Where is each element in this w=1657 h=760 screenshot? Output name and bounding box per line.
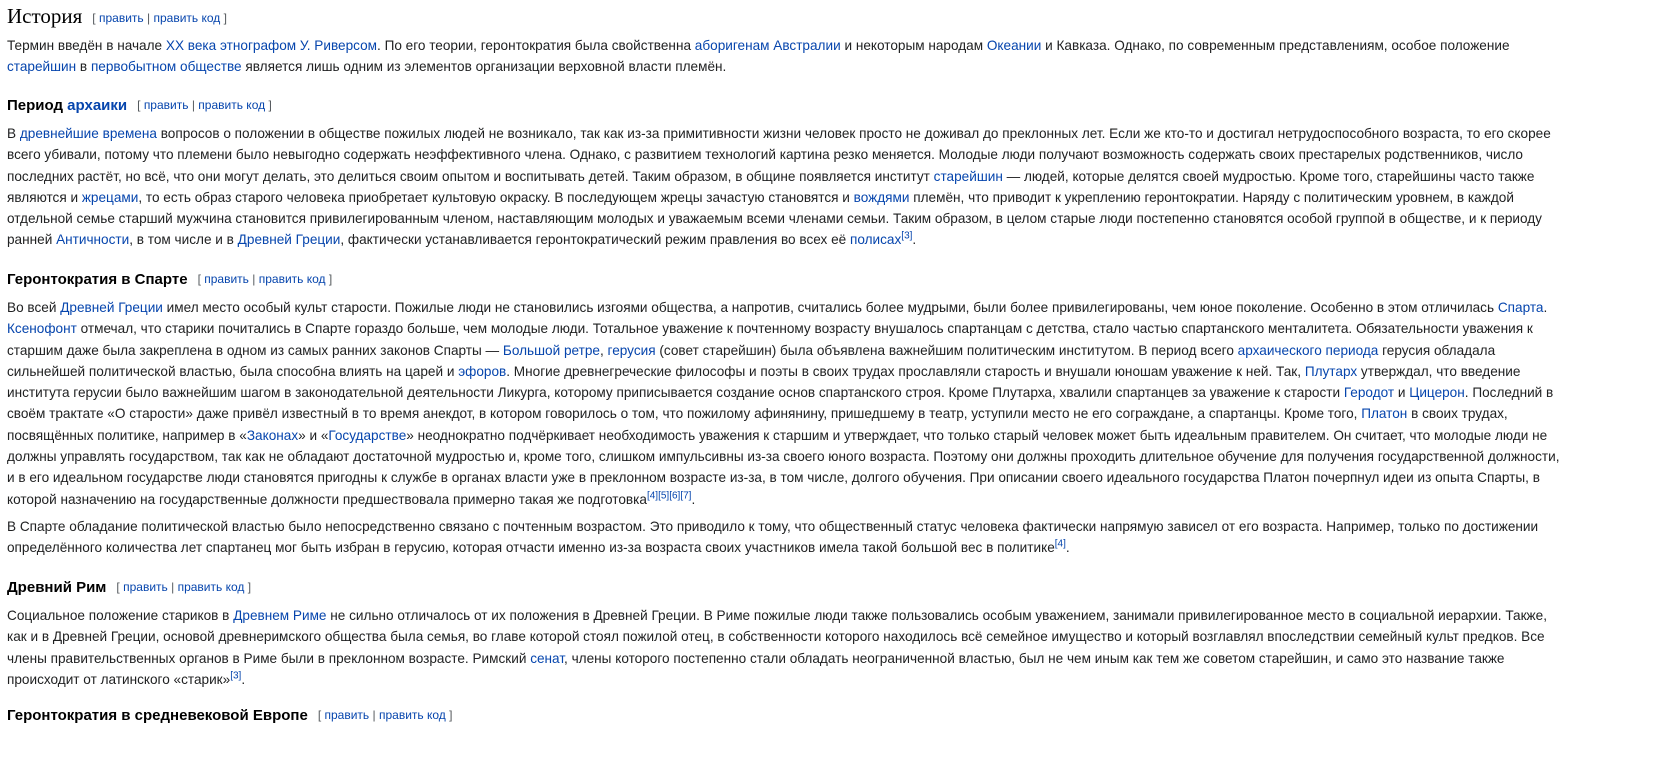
link-cicero[interactable]: Цицерон (1409, 385, 1465, 401)
link-great-rhetra[interactable]: Большой ретре (502, 342, 600, 358)
edit-code-link[interactable]: править код (153, 11, 221, 25)
link-republic[interactable]: Государстве (328, 427, 407, 443)
heading-text: Геронтократия в Спарте (7, 271, 188, 288)
reference-link[interactable]: [6] (669, 490, 681, 502)
reference-mark (901, 231, 912, 242)
edit-code-link[interactable]: править код (258, 272, 326, 286)
link-plutarch[interactable]: Плутарх (1304, 363, 1358, 379)
link-oceania[interactable]: Океании (986, 38, 1042, 53)
link-archaic-period[interactable]: архаического периода (1237, 342, 1379, 358)
edit-section-links: [ править | править код ] (197, 272, 333, 286)
link-antiquity[interactable]: Античности (56, 232, 130, 248)
link-gerousia[interactable]: герусия (607, 342, 656, 358)
link-ethnographer[interactable]: этнографом (220, 38, 297, 53)
reference-link[interactable]: [3] (230, 670, 242, 682)
edit-link[interactable]: править (204, 272, 249, 286)
heading-text: Геронтократия в средневековой Европе (7, 707, 308, 724)
paragraph-archaic: В древнейшие времена вопросов о положении в обществе пожилых людей не возникало, так как из-за примитивности жизни человек просто не доживал до преклонных лет. Если же кто-то и достигал нетрудоспособного возраста, то его скорее всего убивали, потому что племени было невыгодно содержать неэффективного члена. Однако, с развитием технологий картина резко меняется. Молодые люди получают возможность содержать своих престарелых родственников, число последних растёт, но всё, что они могут делать, это делиться своим опытом и воспитывать детей. Таким образом, в общине появляется институт старейшин — людей, которые делятся своей мудростью. Кроме того, старейшины часто также являются и жрецами, то есть образ старого человека приобретает культовую окраску. В последующем жрецы зачастую становятся и вождями племён, что приводит к укреплению геронтократии. Наряду с политическим уровнем, в каждой отдельной семье старший мужчина становится привилегированным членом, наставляющим молодых и уважаемым всеми членами семьи. Таким образом, в целом старые люди постепенно становятся особой группой в обществе, и к периоду ранней Античности, в том числе и в Древней Греции, фактически устанавливается геронтократический режим правления во всех её полисах[3]. (7, 126, 1551, 248)
reference-mark (647, 490, 692, 501)
heading-text: Период (7, 97, 68, 114)
link-senate[interactable]: сенат (530, 650, 565, 666)
reference-link[interactable]: [4] (646, 490, 659, 502)
link-laws[interactable]: Законах (246, 427, 299, 443)
link-rivers[interactable]: У. Риверсом (299, 38, 378, 53)
link-plato[interactable]: Платон (1361, 406, 1408, 422)
reference-link[interactable]: [5] (658, 490, 670, 502)
edit-section-links: [ править | править код ] (116, 580, 252, 594)
edit-link[interactable]: править (324, 708, 370, 722)
section-heading-rome (7, 576, 251, 598)
edit-link[interactable]: править (143, 98, 189, 112)
edit-code-link[interactable]: править код (198, 98, 266, 112)
edit-code-link[interactable]: править код (177, 580, 245, 594)
edit-link[interactable]: править (123, 580, 168, 594)
section-heading-sparta (7, 268, 332, 290)
section-heading-istoriya (7, 2, 227, 30)
heading-text: Древний Рим (7, 579, 107, 596)
link-ancient-times[interactable]: древнейшие времена (19, 126, 157, 141)
link-elders[interactable]: старейшин (933, 168, 1003, 184)
edit-section-links: [ править | править код ] (92, 11, 227, 25)
reference-link[interactable]: [4] (1054, 538, 1066, 550)
edit-link[interactable]: править (98, 11, 144, 25)
link-polis[interactable]: полисах (849, 232, 902, 248)
reference-mark (1055, 539, 1066, 550)
paragraph-intro: Термин введён в начале XX века этнографом У. Риверсом. По его теории, геронтократия была свойственна аборигенам Австралии и некоторым народам Океании и Кавказа. Однако, по современным представлениям, особое положение старейшин в первобытном обществе является лишь одним из элементов организации верховной власти племён. (7, 38, 1510, 75)
link-xx-century[interactable]: XX века (165, 38, 217, 53)
reference-link[interactable]: [3] (901, 230, 913, 242)
link-ancient-greece[interactable]: Древней Греции (237, 232, 341, 248)
edit-section-links: [ править | править код ] (137, 98, 272, 112)
link-archaic[interactable]: архаики (67, 97, 128, 114)
paragraph-rome: Социальное положение стариков в Древнем Риме не сильно отличалось от их положения в Древней Греции. В Риме пожилые люди также пользовались особым уважением, занимали привилегированное место в социальной иерархии. Также, как и в Древней Греции, основой древнеримского общества была семья, во главе которой стоял пожилой отец, в собственности которого находилось всё семейное имущество и который возглавлял впоследствии семейный культ предков. Все члены правительственных органов в Риме были в преклонном возрасте. Римский сенат, члены которого постепенно стали обладать неограниченной властью, был не чем иным как тем же советом старейшин, и само это название также происходит от латинского «старик»[3]. (7, 608, 1547, 687)
link-priests[interactable]: жрецами (81, 189, 139, 205)
section-heading-archaic (7, 94, 272, 116)
link-elders[interactable]: старейшин (7, 59, 77, 75)
link-ephors[interactable]: эфоров (458, 363, 507, 379)
reference-link[interactable]: [7] (680, 490, 692, 502)
link-primitive-society[interactable]: первобытном обществе (90, 59, 242, 75)
link-ancient-rome[interactable]: Древнем Риме (233, 608, 327, 623)
link-herodotus[interactable]: Геродот (1343, 385, 1395, 401)
link-sparta[interactable]: Спарта (1497, 300, 1544, 315)
reference-mark (230, 670, 241, 681)
paragraph-sparta-1: Во всей Древней Греции имел место особый культ старости. Пожилые люди не становились изгоями общества, а напротив, считались более мудрыми, были более привилегированы, чем юное поколение. Особенно в этом отличилась Спарта. Ксенофонт отмечал, что старики почитались в Спарте гораздо больше, чем молодые люди. Тотальное уважение к почтенному возрасту внушалось спартанцам с детства, стало частью спартанского менталитета. Обязательности уважения к старшим даже была закреплена в одном из самых ранних законов Спарты — Большой ретре, герусия (совет старейшин) была объявлена важнейшим политическим институтом. В период всего архаического периода герусия обладала сильнейшей политической властью, была способна влиять на царей и эфоров. Многие древнегреческие философы и поэты в своих трудах прославляли старость и внушали юношам уважение к ней. Так, Плутарх утверждал, что введение института герусии было важнейшим шагом в законодательной деятельности Ликурга, которому приписывается создание основ спартанского строя. Кроме Плутарха, хвалили спартанцев за уважение к старости Геродот и Цицерон. Последний в своём трактате «О старости» даже привёл известный в то время анекдот, в котором говорилось о том, что пожилому афинянину, пришедшему в театр, уступили место не его сограждане, а спартанцы. Кроме того, Платон в своих трудах, посвящённых политике, например в «Законах» и «Государстве» неоднократно подчёркивает необходимость уважения к старшим и утверждает, что только старый человек может быть идеальным правителем. Он считает, что молодые люди не должны управлять государством, так как не обладают достаточной мудростью и, кроме того, слишком импульсивны из-за своего юного возраста. Поэтому они должны проходить длительное обучение для получения государственной должности, и в его идеальном государстве люди становятся пригодны к службе в органах власти уже в преклонном возрасте из-за, в том числе, долгого обучения. При описании своего идеального государства Платон почерпнул идеи из опыта Спарты, в которой назначению на государственные должности предшествовала примерно такая же подготовка[4][5][6][7]. (7, 300, 1560, 507)
link-aborigines[interactable]: аборигенам Австралии (694, 38, 841, 53)
section-heading-medieval (7, 704, 452, 726)
link-chiefs[interactable]: вождями (853, 189, 910, 205)
heading-text: История (7, 4, 83, 28)
link-ancient-greece[interactable]: Древней Греции (60, 300, 163, 315)
edit-section-links: [ править | править код ] (317, 708, 453, 722)
paragraph-sparta-2: В Спарте обладание политической властью было непосредственно связано с почтенным возрастом. Это приводило к тому, что общественный статус человека фактически напрямую зависел от его возраста. Например, только по достижении определённого количества лет спартанец мог быть избран в герусию, которая отчасти именно из-за возраста своих участников имела такой большой вес в политике[4]. (7, 519, 1539, 556)
link-xenophon[interactable]: Ксенофонт (7, 321, 77, 337)
edit-code-link[interactable]: править код (378, 708, 446, 722)
